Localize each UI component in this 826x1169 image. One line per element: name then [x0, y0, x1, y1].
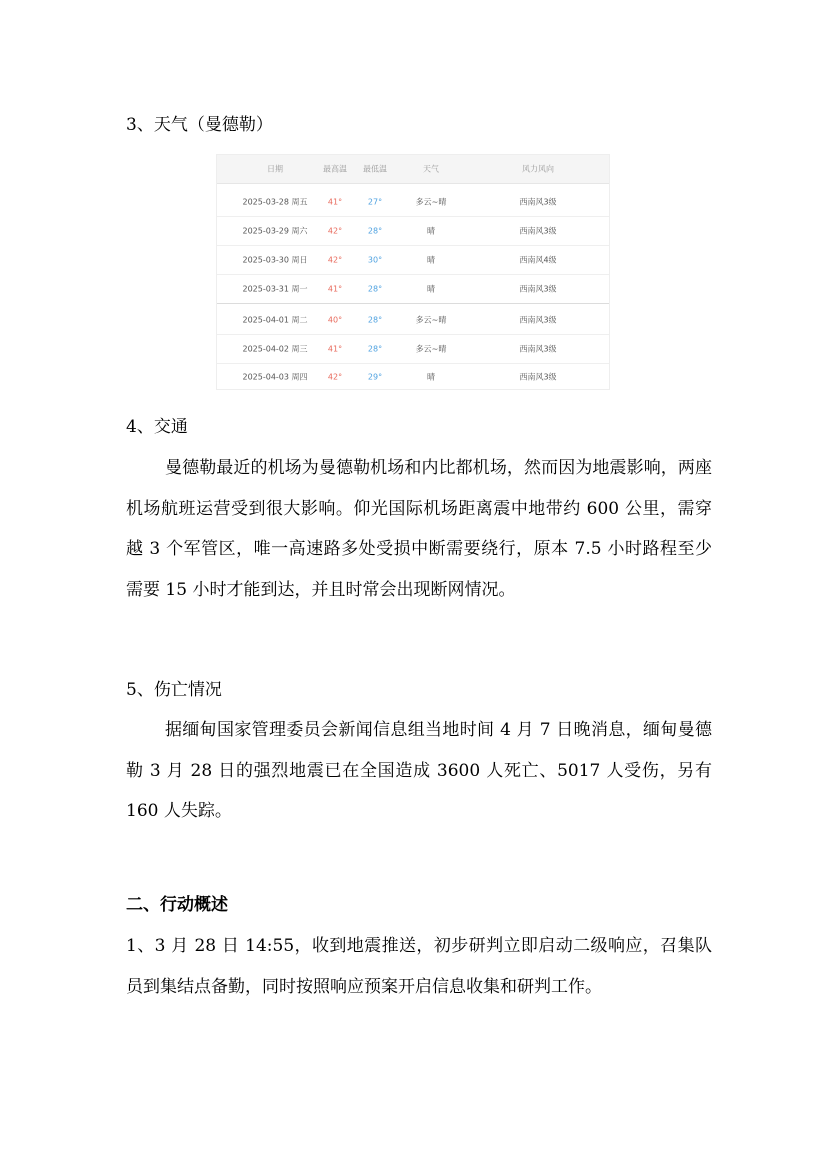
- header-wind: 风力风向: [522, 164, 554, 174]
- action-heading: 二、行动概述: [126, 895, 228, 915]
- action-paragraph: [126, 926, 712, 1007]
- row-date: 2025-04-01 周二: [242, 315, 308, 324]
- table-row: [217, 187, 609, 217]
- table-row: [217, 274, 609, 304]
- row-low: 30°: [367, 255, 383, 264]
- row-date: 2025-04-03 周四: [242, 372, 308, 381]
- row-wind: 西南风3级: [519, 372, 557, 381]
- row-date: 2025-03-30 周日: [242, 255, 308, 264]
- row-high: 40°: [327, 315, 343, 324]
- header-weather: 天气: [423, 164, 439, 174]
- row-low: 28°: [367, 284, 383, 293]
- row-date: 2025-04-02 周三: [242, 344, 308, 353]
- row-high: 41°: [327, 344, 343, 353]
- traffic-body: 曼德勒最近的机场为曼德勒机场和内比都机场，然而因为地震影响，两座机场航班运营受到很大影响。仰光国际机场距离震中地带约 600 公里，需穿越 3 个军管区，唯一高速路多处受损中断需要绕行，原本 7.5 小时路程至少需要 15 小时才能到达，并且时常会出现断网情况。: [126, 458, 712, 600]
- row-wind: 西南风3级: [519, 284, 557, 293]
- row-weather: 晴: [427, 226, 435, 235]
- row-wind: 西南风3级: [519, 315, 557, 324]
- table-row: [217, 334, 609, 364]
- traffic-heading: 4、交通: [126, 417, 188, 437]
- row-wind: 西南风3级: [519, 344, 557, 353]
- row-date: 2025-03-28 周五: [242, 197, 308, 206]
- row-high: 41°: [327, 197, 343, 206]
- row-weather: 晴: [427, 284, 435, 293]
- header-date: 日期: [267, 164, 283, 174]
- header-high: 最高温: [323, 164, 347, 174]
- row-date: 2025-03-31 周一: [242, 284, 308, 293]
- traffic-paragraph: [126, 448, 712, 610]
- table-row: [217, 305, 609, 335]
- row-high: 42°: [327, 372, 343, 381]
- weather-table: [216, 154, 610, 390]
- row-low: 27°: [367, 197, 383, 206]
- row-low: 28°: [367, 226, 383, 235]
- row-weather: 晴: [427, 372, 435, 381]
- casualty-heading: 5、伤亡情况: [126, 680, 222, 700]
- row-high: 41°: [327, 284, 343, 293]
- row-low: 28°: [367, 315, 383, 324]
- header-low: 最低温: [363, 164, 387, 174]
- table-row: [217, 216, 609, 246]
- row-wind: 西南风3级: [519, 197, 557, 206]
- row-weather: 多云~晴: [415, 197, 447, 206]
- row-low: 29°: [367, 372, 383, 381]
- weather-table-header: [217, 155, 609, 184]
- row-weather: 多云~晴: [415, 344, 447, 353]
- row-low: 28°: [367, 344, 383, 353]
- row-weather: 晴: [427, 255, 435, 264]
- casualty-paragraph: [126, 710, 712, 832]
- row-high: 42°: [327, 226, 343, 235]
- table-row: [217, 362, 609, 391]
- table-row: [217, 245, 609, 275]
- row-wind: 西南风3级: [519, 226, 557, 235]
- action-item-1: 1、3 月 28 日 14:55，收到地震推送，初步研判立即启动二级响应，召集队员到集结点备勤，同时按照响应预案开启信息收集和研判工作。: [126, 936, 712, 997]
- weather-heading: 3、天气（曼德勒）: [126, 115, 273, 135]
- row-date: 2025-03-29 周六: [242, 226, 308, 235]
- row-wind: 西南风4级: [519, 255, 557, 264]
- row-weather: 多云~晴: [415, 315, 447, 324]
- casualty-body: 据缅甸国家管理委员会新闻信息组当地时间 4 月 7 日晚消息，缅甸曼德勒 3 月 28 日的强烈地震已在全国造成 3600 人死亡、5017 人受伤，另有 160 人失踪。: [126, 720, 712, 821]
- row-high: 42°: [327, 255, 343, 264]
